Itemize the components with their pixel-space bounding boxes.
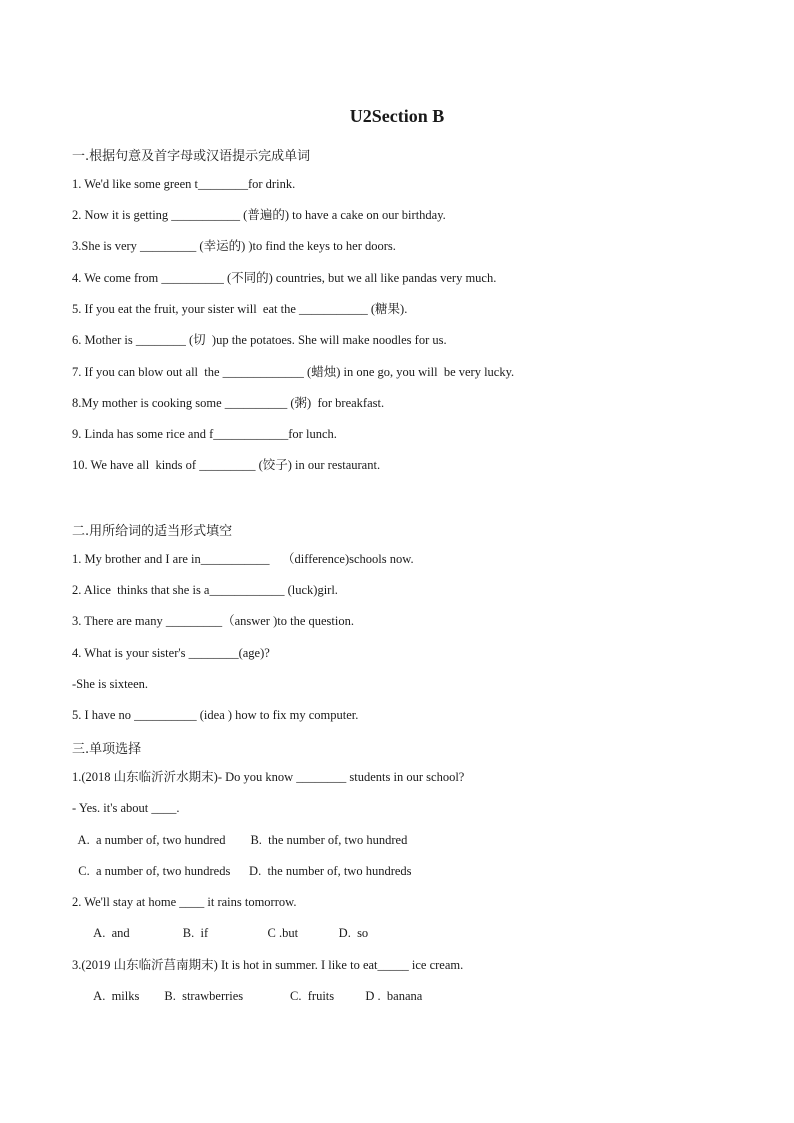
options-line: C. a number of, two hundreds D. the number of, two hundreds [72, 864, 412, 878]
options-line: A. a number of, two hundred B. the number of, two hundred [72, 833, 408, 847]
section-3-heading: 三.单项选择 [72, 742, 142, 757]
question-line: 4. We come from __________ (不同的) countries, but we all like pandas very much. [72, 271, 497, 285]
question-line: 1. We'd like some green t________for drink. [72, 177, 296, 191]
question-line: 2. We'll stay at home ____ it rains tomorrow. [72, 895, 297, 909]
question-line: - Yes. it's about ____. [72, 801, 180, 815]
question-line: 10. We have all kinds of _________ (饺子) in our restaurant. [72, 458, 381, 472]
question-line: 3.She is very _________ (幸运的) )to find the keys to her doors. [72, 239, 396, 253]
question-line: 5. If you eat the fruit, your sister will eat the ___________ (糖果). [72, 302, 408, 316]
question-line: 1. My brother and I are in___________ （difference)schools now. [72, 552, 414, 566]
question-line: 3. There are many _________（answer )to the question. [72, 614, 354, 628]
question-line: 3.(2019 山东临沂莒南期末) It is hot in summer. I like to eat_____ ice cream. [72, 958, 464, 972]
options-line: A. and B. if C .but D. so [72, 926, 369, 940]
question-line: 6. Mother is ________ (切 )up the potatoes. She will make noodles for us. [72, 333, 447, 347]
question-line: 1.(2018 山东临沂沂水期末)- Do you know ________ students in our school? [72, 770, 465, 784]
answer-line: -She is sixteen. [72, 677, 149, 691]
question-line: 8.My mother is cooking some __________ (粥) for breakfast. [72, 396, 385, 410]
question-line: 5. I have no __________ (idea ) how to fix my computer. [72, 708, 359, 722]
options-line: A. milks B. strawberries C. fruits D . banana [72, 989, 423, 1003]
question-line: 7. If you can blow out all the _____________ (蜡烛) in one go, you will be very lucky. [72, 365, 515, 379]
question-line: 2. Alice thinks that she is a____________ (luck)girl. [72, 583, 338, 597]
question-line: 4. What is your sister's ________(age)? [72, 646, 270, 660]
question-line: 2. Now it is getting ___________ (普遍的) to have a cake on our birthday. [72, 208, 446, 222]
section-1-heading: 一.根据句意及首字母或汉语提示完成单词 [72, 149, 311, 164]
section-2-heading: 二.用所给词的适当形式填空 [72, 524, 233, 539]
page-title: U2Section B [349, 106, 445, 126]
question-line: 9. Linda has some rice and f____________for lunch. [72, 427, 337, 441]
